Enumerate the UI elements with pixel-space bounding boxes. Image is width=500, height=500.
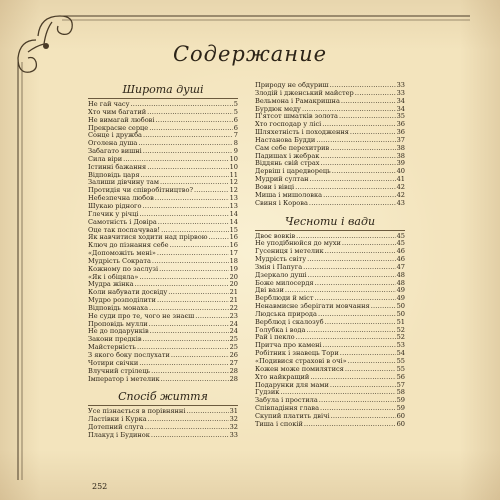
toc-entry-title: Забагато вишні [88, 147, 142, 156]
dot-leader [171, 352, 229, 360]
toc-entry-title: «Подивися страхові в очі» [255, 357, 347, 365]
dot-leader [139, 360, 228, 368]
toc-list [255, 233, 405, 429]
dot-leader [150, 328, 229, 336]
toc-entry-title: Бурдюк меду [255, 104, 301, 113]
dot-leader [341, 98, 396, 106]
toc-entry-page: 21 [229, 296, 238, 305]
toc-entry-title: Оголена душа [88, 139, 138, 148]
toc-entry-title: Кожен може помилятися [255, 364, 344, 373]
toc-entry-title: Майстерність [88, 343, 136, 352]
toc-entry-page: 25 [229, 335, 238, 344]
toc-entry-title: Не до подарунків [88, 327, 149, 336]
section-heading: Широта душі [88, 82, 238, 99]
dot-leader [145, 424, 229, 432]
toc-entry-title: Ластівки і Курка [88, 415, 147, 424]
toc-entry-page: 18 [229, 256, 238, 265]
toc-entry-title: Прекрасне серце [88, 123, 149, 132]
toc-entry-page: 59 [396, 396, 405, 405]
toc-entry-title: Мудрість Сократа [88, 256, 151, 265]
dot-leader [168, 289, 228, 297]
dot-leader [339, 113, 396, 121]
toc-entry-title: Глечик у річці [88, 209, 139, 218]
toc-entry-page: 46 [396, 247, 405, 256]
toc-entry-page: 5 [233, 107, 238, 116]
dot-leader [304, 421, 396, 429]
dot-leader [161, 376, 229, 384]
toc-entry-page: 10 [229, 162, 238, 171]
toc-entry-page: 43 [396, 198, 405, 207]
toc-entry-page: 10 [229, 154, 238, 163]
toc-entry-title: Самотність і Довіра [88, 217, 157, 226]
toc-list [255, 82, 405, 208]
toc-entry-page: 35 [396, 112, 405, 121]
toc-entry-title: Боже милосердя [255, 278, 314, 287]
section-heading: Чесноти і вади [255, 214, 405, 231]
toc-entry-title: Чотири свічки [88, 358, 139, 367]
toc-entry-title: Як навчитися ходити над прірвою [88, 233, 208, 242]
toc-entry-title: «Як і обіцяла» [88, 272, 139, 281]
toc-entry-page: 23 [229, 311, 238, 320]
toc-entry-page: 34 [396, 104, 405, 113]
toc-entry-page: 42 [396, 190, 405, 199]
toc-entry-title: Природу не обдуриш [255, 81, 329, 89]
toc-column-left [88, 82, 238, 440]
toc-entry-page: 38 [396, 143, 405, 152]
toc-entry-title: Небезпечна любов [88, 194, 154, 203]
toc-entry-page: 32 [229, 415, 238, 424]
toc-entry-page: 56 [396, 372, 405, 381]
dot-leader [323, 192, 396, 200]
toc-entry-title: Плакуд і Будинок [88, 430, 150, 439]
toc-entry-title: Мудрий султан [255, 175, 309, 184]
toc-entry-title: Шукаю рідного [88, 201, 142, 210]
toc-entry-page: 36 [396, 120, 405, 129]
toc-entry-page: 20 [229, 280, 238, 289]
dot-leader [320, 405, 396, 413]
dot-leader [139, 274, 228, 282]
toc-entry-page: 6 [233, 115, 238, 124]
dot-leader [149, 125, 233, 133]
toc-entry-title: Імператор і метелик [88, 374, 160, 383]
toc-entry-title: Людська природа [255, 309, 317, 318]
toc-entry-page: 24 [229, 319, 238, 328]
toc-entry-title: Хто найкращий [255, 372, 310, 381]
toc-entry-title: Дотепний слуга [88, 423, 144, 432]
toc-entry [255, 200, 405, 208]
toc-entry-title: Забула і простила [255, 396, 318, 405]
dot-leader [330, 382, 396, 390]
dot-leader [303, 264, 395, 272]
toc-entry-page: 59 [396, 404, 405, 413]
toc-entry-title: Верблюд і скалозуб [255, 317, 324, 326]
toc-entry-page: 27 [229, 358, 238, 367]
dot-leader [330, 145, 395, 153]
toc-entry-title: Ненавмисне зберігати мовчання [255, 302, 370, 311]
toc-entry-title: Настанова Будди [255, 135, 316, 144]
toc-entry-page: 36 [396, 128, 405, 137]
toc-list [88, 101, 238, 383]
dot-leader [307, 256, 396, 264]
dot-leader [342, 240, 396, 248]
toc-entry-title: Гусениця і метелик [255, 247, 324, 256]
dot-leader [345, 366, 396, 374]
toc-entry-page: 14 [229, 209, 238, 218]
toc-entry-page: 7 [233, 131, 238, 140]
toc-entry-title: Відповідь монаха [88, 303, 149, 312]
dot-leader [157, 297, 229, 305]
toc-entry-page: 55 [396, 364, 405, 373]
toc-entry-page: 48 [396, 278, 405, 287]
toc-column-right [255, 82, 405, 429]
toc-entry-page: 22 [229, 303, 238, 312]
toc-entry-page: 16 [229, 233, 238, 242]
toc-entry-page: 57 [396, 380, 405, 389]
dot-leader [321, 160, 396, 168]
toc-entry-page: 14 [229, 217, 238, 226]
toc-entry-page: 24 [229, 327, 238, 336]
toc-entry-title: Усе пізнається в порівнянні [88, 407, 186, 416]
toc-entry-page: 45 [396, 231, 405, 240]
dot-leader [148, 416, 229, 424]
toc-entry-title: Хто господар у лісі [255, 120, 322, 129]
toc-entry-title: Дервіш і царедворець [255, 167, 331, 176]
toc-entry-title: Дзеркало душі [255, 270, 307, 279]
toc-entry-page: 40 [396, 167, 405, 176]
toc-entry-page: 53 [396, 341, 405, 350]
dot-leader [194, 187, 229, 195]
dot-leader [319, 397, 396, 405]
toc-entry-title: Хто чим багатий [88, 107, 147, 116]
toc-entry-title: Сонце і дружба [88, 131, 142, 140]
toc-entry-title: Робітник і знавець Тори [255, 349, 339, 358]
dot-leader [155, 195, 229, 203]
toc-entry-page: 6 [233, 123, 238, 132]
toc-entry-page: 48 [396, 270, 405, 279]
toc-entry-page: 25 [229, 343, 238, 352]
dot-leader [320, 153, 395, 161]
toc-entry-title: Не гай часу [88, 100, 130, 108]
toc-entry-page: 20 [229, 272, 238, 281]
toc-entry-title: Відповідь царя [88, 170, 140, 179]
toc-entry-page: 49 [396, 294, 405, 303]
toc-entry-title: Падишах і жебрак [255, 151, 320, 160]
toc-list [88, 408, 238, 439]
toc-entry-page: 8 [233, 139, 238, 148]
toc-entry-title: Віддянь свій страх [255, 159, 320, 168]
dot-leader [138, 140, 232, 148]
dot-leader [143, 148, 233, 156]
dot-leader [149, 321, 229, 329]
toc-entry-page: 33 [229, 430, 238, 439]
dot-leader [195, 313, 228, 321]
toc-entry-title: Сам себе перехитрив [255, 143, 330, 152]
dot-leader [155, 117, 232, 125]
toc-entry-page: 31 [229, 407, 238, 416]
dot-leader [318, 311, 396, 319]
toc-entry-title: Миша і мишоловка [255, 190, 323, 199]
dot-leader [315, 280, 396, 288]
toc-entry-page: 46 [396, 255, 405, 264]
toc-entry-page: 33 [396, 81, 405, 89]
toc-entry-title: Мудра жінка [88, 280, 134, 289]
toc-entry-page: 47 [396, 262, 405, 271]
toc-entry-page: 60 [396, 419, 405, 428]
toc-entry-title: Ключ до пізнання себе [88, 241, 169, 250]
toc-entry-title: Гудзик [255, 388, 280, 397]
toc-entry-title: Кожному по заслузі [88, 264, 159, 273]
toc-entry-title: Вови і вівці [255, 182, 295, 191]
toc-entry-page: 45 [396, 239, 405, 248]
toc-entry-title: Свиня і Корова [255, 198, 308, 207]
page-title: Содержание [172, 42, 328, 66]
toc-entry-page: 5 [233, 100, 238, 108]
toc-entry-title: Тиша і спокій [255, 419, 303, 428]
toc-entry-title: Мудрість світу [255, 255, 307, 264]
toc-entry-page: 37 [396, 135, 405, 144]
dot-leader [170, 242, 229, 250]
dot-leader [332, 168, 396, 176]
dot-leader [350, 129, 396, 137]
toc-entry-page: 41 [396, 175, 405, 184]
toc-entry-title: Співпадіння глава [255, 404, 320, 413]
toc-entry-page: 34 [396, 96, 405, 105]
toc-entry-page: 55 [396, 357, 405, 365]
toc-entry-page: 58 [396, 388, 405, 397]
toc-entry-page: 28 [229, 374, 238, 383]
dot-leader [208, 234, 228, 242]
toc-entry-title: Сила віри [88, 154, 123, 163]
dot-leader [143, 132, 233, 140]
toc-entry-page: 11 [229, 170, 238, 179]
dot-leader [348, 358, 396, 366]
dot-leader [309, 200, 396, 208]
toc-entry-page: 50 [396, 309, 405, 318]
toc-entry-page: 51 [396, 317, 405, 326]
dot-leader [151, 432, 229, 440]
toc-entry-title: Подарунки для мами [255, 380, 329, 389]
toc-entry-page: 12 [229, 186, 238, 195]
toc-entry-title: Вельмона і Рамакришна [255, 96, 340, 105]
page-number: 252 [92, 482, 108, 491]
dot-leader [157, 250, 229, 258]
dot-leader [306, 327, 395, 335]
toc-entry-title: Проповідь мулли [88, 319, 148, 328]
dot-leader [143, 336, 229, 344]
toc-entry-page: 50 [396, 302, 405, 311]
dot-leader [158, 219, 229, 227]
dot-leader [147, 109, 233, 117]
toc-entry-title: Двоє вовків [255, 231, 296, 240]
toc-entry-page: 52 [396, 325, 405, 334]
toc-entry-page: 54 [396, 349, 405, 358]
toc-entry-title: Протидія чи співробітництво? [88, 186, 193, 195]
toc-entry-title: «Допоможіть мені» [88, 249, 156, 258]
toc-entry-page: 28 [229, 366, 238, 375]
toc-entry-title: Не вимагай любові [88, 115, 155, 124]
toc-entry [255, 421, 405, 429]
toc-entry-page: 38 [396, 151, 405, 160]
dot-leader [186, 408, 228, 416]
dot-leader [159, 266, 229, 274]
toc-entry-page: 13 [229, 194, 238, 203]
toc-entry-title: Дві вази [255, 286, 284, 295]
toc-entry-title: Голубка і водa [255, 325, 306, 334]
toc-entry-title: Скупий платить двічі [255, 411, 330, 420]
toc-entry-page: 12 [229, 178, 238, 187]
toc-entry-title: Мудро розподілити [88, 296, 156, 305]
dot-leader [325, 248, 396, 256]
toc-entry-title: Оце так поспачував! [88, 225, 161, 234]
dot-leader [325, 319, 396, 327]
dot-leader [340, 350, 396, 358]
toc-entry-title: П'ятсот шматків золота [255, 112, 338, 121]
dot-leader [371, 303, 396, 311]
toc-entry-page: 19 [229, 264, 238, 273]
section-heading: Спосіб життя [88, 389, 238, 406]
dot-leader [308, 272, 396, 280]
toc-entry-title: Шляхетність і походження [255, 128, 349, 137]
toc-entry-page: 21 [229, 288, 238, 297]
toc-entry-title: Змія і Папуга [255, 262, 303, 271]
toc-entry-title: Не суди про те, чого не знаєш [88, 311, 195, 320]
toc-entry-page: 60 [396, 411, 405, 420]
toc-entry-title: Злодій і дженський майстер [255, 88, 354, 97]
toc-entry-title: Закони предків [88, 335, 142, 344]
toc-entry [88, 376, 238, 384]
toc-entry-page: 13 [229, 201, 238, 210]
toc-entry-title: Коли набувати досвіду [88, 288, 168, 297]
toc-entry-title: З якого боку послухати [88, 351, 170, 359]
toc-entry-page: 26 [229, 351, 238, 359]
toc-entry-title: Влучний стрілець [88, 366, 151, 375]
toc-entry-page: 9 [233, 147, 238, 156]
dot-leader [151, 368, 228, 376]
toc-entry-page: 39 [396, 159, 405, 168]
toc-entry-page: 16 [229, 241, 238, 250]
toc-entry-title: Рай і пекло [255, 333, 295, 342]
toc-entry-title: Істинні бажання [88, 162, 147, 171]
toc-entry-page: 15 [229, 225, 238, 234]
toc-entry-page: 49 [396, 286, 405, 295]
dot-leader [147, 164, 228, 172]
toc-entry-title: Залиши дівчину там [88, 178, 159, 187]
toc-entry-page: 17 [229, 249, 238, 258]
dot-leader [331, 413, 396, 421]
toc-entry-page: 33 [396, 88, 405, 97]
toc-entry-page: 52 [396, 333, 405, 342]
toc-entry-title: Притча про камені [255, 341, 322, 350]
toc-entry [88, 432, 238, 440]
toc-entry-title: Не уподібнюйся до мухи [255, 239, 341, 248]
toc-entry-page: 32 [229, 423, 238, 432]
toc-entry-title: Верблюди й міст [255, 294, 314, 303]
dot-leader [152, 258, 229, 266]
dot-leader [142, 203, 228, 211]
dot-leader [310, 176, 396, 184]
toc-entry-page: 42 [396, 182, 405, 191]
dot-leader [355, 90, 396, 98]
